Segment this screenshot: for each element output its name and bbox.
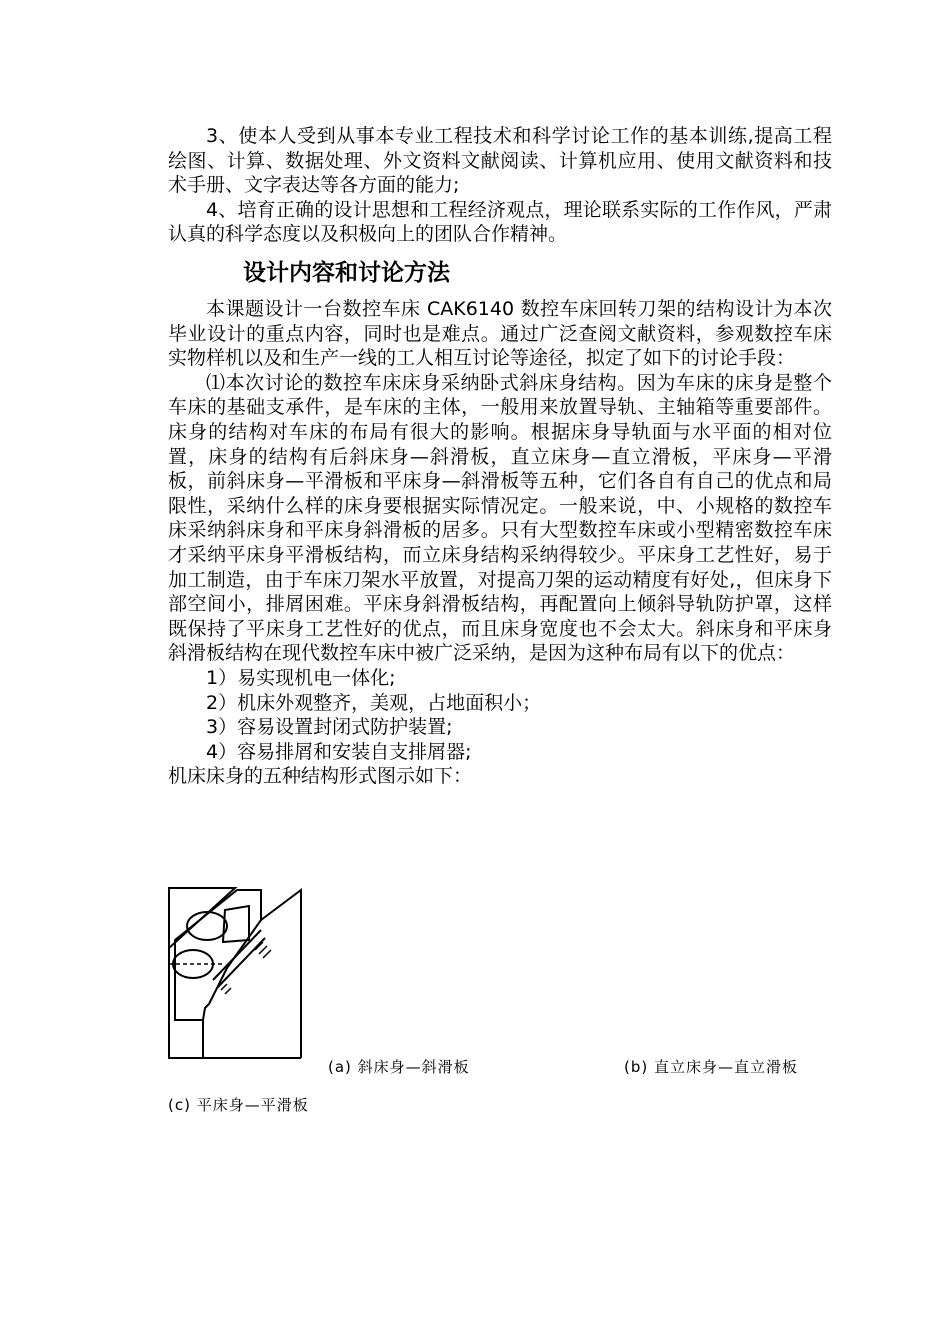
base-outline: [169, 948, 301, 1058]
caption-c: (c) 平床身—平滑板: [168, 1096, 309, 1114]
intro-paragraph-3: 3、使本人受到从事本专业工程技术和科学讨论工作的基本训练,提高工程绘图、计算、数据处理、外文资料文献阅读、计算机应用、使用文献资料和技术手册、文字表达等各方面的能力;: [168, 125, 832, 197]
list-item: 2）机床外观整齐，美观，占地面积小；: [206, 691, 542, 714]
section-paragraph-2: ⑴本次讨论的数控车床床身采纳卧式斜床身结构。因为车床的床身是整个车床的基础支承件，是车床的主体，一般用来放置导轨、主轴箱等重要部件。床身的结构对车床的布局有很大的影响。根据床身导轨面与水平面的相对位置，床身的结构有后斜床身—斜滑板，直立床身—直立滑板，平床身—平滑板，前斜床身—平滑板和平床身—斜滑板等五种，它们各自有自己的优点和局限性，采纳什么样的床身要根据实际情况定。一般来说，中、小规格的数控车床采纳斜床身和平床身斜滑板的居多。只有大型数控车床或小型精密数控车床才采纳平床身平滑板结构，而立床身结构采纳得较少。平床身工艺性好，易于加工制造，由于车床刀架水平放置，对提高刀架的运动精度有好处,，但床身下部空间小，排屑困难。平床身斜滑板结构，再配置向上倾斜导轨防护罩，这样既保持了平床身工艺性好的优点，而且床身宽度也不会太大。斜床身和平床身斜滑板结构在现代数控车床中被广泛采纳，是因为这种布局有以下的优点：: [168, 371, 832, 665]
list-item: 3）容易设置封闭式防护装置;: [206, 716, 453, 739]
slant-bed-diagram: [165, 880, 305, 1060]
caption-b: (b) 直立床身—直立滑板: [624, 1058, 798, 1076]
guide-marks: [255, 942, 271, 958]
list-item: 1）易实现机电一体化;: [206, 666, 396, 689]
chip-marks: [221, 984, 231, 994]
caption-a: (a) 斜床身—斜滑板: [328, 1058, 470, 1076]
figure-intro: 机床床身的五种结构形式图示如下：: [168, 765, 473, 788]
slide-rail-2: [217, 938, 265, 988]
section-body: [168, 297, 832, 789]
slide-outline: [261, 890, 301, 1058]
intro-paragraph-4: 4、培育正确的设计思想和工程经济观点，理论联系实际的工作作风，严肃认真的科学态度以及积极向上的团队合作精神。: [168, 198, 832, 246]
list-item: 4）容易排屑和安装自支排屑器;: [206, 740, 472, 763]
section-heading: 设计内容和讨论方法: [243, 260, 450, 286]
section-paragraph-1: 本课题设计一台数控车床 CAK6140 数控车床回转刀架的结构设计为本次毕业设计的重点内容，同时也是难点。通过广泛查阅文献资料，参观数控车床实物样机以及和生产一线的工人相互讨论等途径，拟定了如下的讨论手段：: [168, 298, 832, 370]
intro-paragraphs: [168, 124, 832, 247]
